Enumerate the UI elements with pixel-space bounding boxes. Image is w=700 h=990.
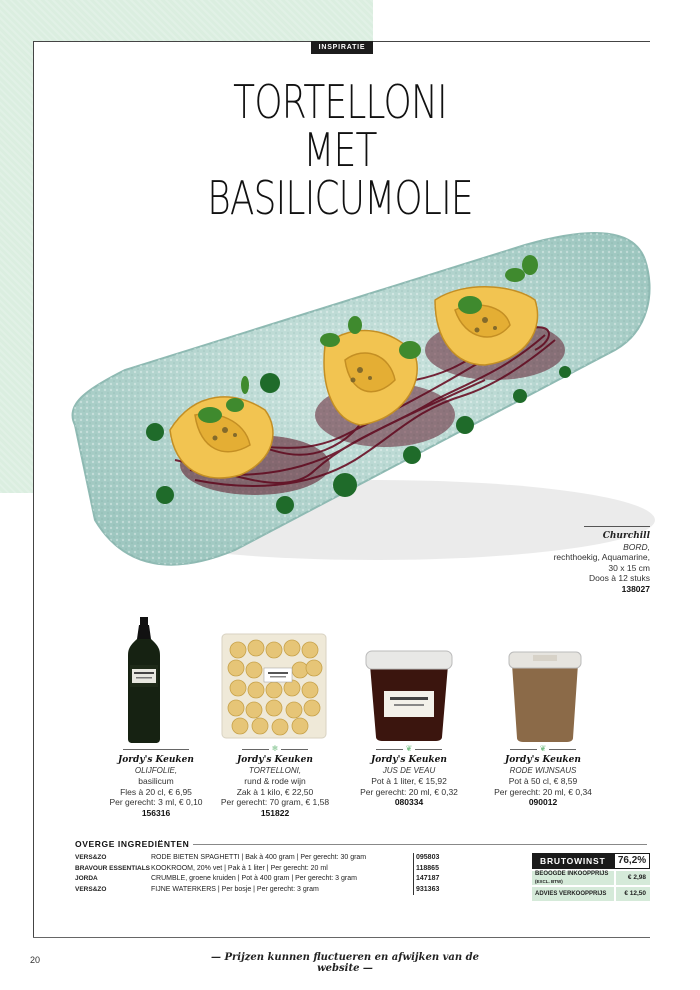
product-code: 151822 <box>260 807 290 818</box>
product-brand: Jordy's Keuken <box>118 755 194 765</box>
tortelloni-bag-image <box>220 632 328 740</box>
supplier: VERS&ZO <box>75 854 107 861</box>
article-code: 095803 <box>413 853 439 864</box>
product-rode-wijnsaus <box>473 745 613 808</box>
ingredients-title: OVERGE INGREDIËNTEN <box>75 839 193 849</box>
supplier: VERS&ZO <box>75 885 107 893</box>
divider <box>376 745 442 753</box>
page-title <box>184 75 496 225</box>
section-divider <box>173 844 647 845</box>
product-code: 080334 <box>394 797 424 807</box>
product-brand: Jordy's Keuken <box>505 755 581 765</box>
description: CRUMBLE, groene kruiden | Pot à 400 gram | Per gerecht: 3 gram <box>151 875 357 882</box>
product-portion: Per gerecht: 20 ml, € 0,32 <box>360 786 458 797</box>
profit-box <box>532 853 650 901</box>
footer-note: — Prijzen kunnen fluctueren en afwijken van de website — <box>211 952 479 974</box>
supplier: JORDA <box>75 875 98 882</box>
sell-price-label: ADVIES VERKOOPPRIJS <box>532 887 614 901</box>
product-brand: Jordy's Keuken <box>237 755 313 765</box>
product-portion: Per gerecht: 20 ml, € 0,34 <box>494 786 592 797</box>
gross-profit-row <box>532 853 650 869</box>
title-line-1: TORTELLONI <box>233 75 447 129</box>
snowflake-icon: ❄ <box>269 745 281 753</box>
product-pack: Pot à 50 cl, € 8,59 <box>508 776 578 786</box>
divider <box>584 526 650 527</box>
plate-pack: Doos à 12 stuks <box>589 573 650 583</box>
product-portion: Per gerecht: 3 ml, € 0,10 <box>109 797 203 807</box>
product-portion: Per gerecht: 70 gram, € 1,58 <box>220 797 330 807</box>
plate-info <box>540 526 650 594</box>
table-row <box>75 874 439 885</box>
leaf-icon: ❦ <box>403 745 415 753</box>
product-pack: Zak à 1 kilo, € 22,50 <box>236 786 314 797</box>
article-code: 931363 <box>413 885 439 896</box>
purchase-price-row <box>532 871 650 885</box>
plate-desc: rechthoekig, Aquamarine, <box>553 552 650 562</box>
description: FIJNE WATERKERS | Per bosje | Per gerecht: 3 gram <box>151 885 319 893</box>
page-number: 20 <box>30 955 41 965</box>
product-pack: Pot à 1 liter, € 15,92 <box>371 776 447 786</box>
olive-oil-bottle-image <box>122 617 166 743</box>
product-variant: rund & rode wijn <box>244 776 306 786</box>
leaf-icon: ❦ <box>537 745 549 753</box>
rode-wijnsaus-pot-image <box>507 650 583 742</box>
table-row <box>75 885 439 896</box>
footer-divider <box>33 937 650 938</box>
gross-profit-label: BRUTOWINST <box>532 853 614 869</box>
gross-profit-value: 76,2% <box>614 853 650 869</box>
purchase-price-value: € 2,98 <box>614 871 650 885</box>
product-variant: basilicum <box>138 776 174 786</box>
product-name: JUS DE VEAU <box>382 765 436 775</box>
purchase-price-note: (EXCL. BTW) <box>535 878 563 884</box>
section-tag: INSPIRATIE <box>311 41 373 54</box>
product-brand: Jordy's Keuken <box>371 755 447 765</box>
plate-size: 30 x 15 cm <box>608 562 650 573</box>
purchase-price-label: BEOOGDE INKOOPPRIJS (EXCL. BTW) <box>532 871 614 885</box>
description: KOOKROOM, 20% vet | Pak à 1 liter | Per gerecht: 20 ml <box>151 864 328 872</box>
product-name: OLIJFOLIE, <box>134 765 178 775</box>
plate-code: 138027 <box>621 583 650 594</box>
table-row <box>75 853 439 864</box>
article-code: 118865 <box>413 864 439 875</box>
divider <box>123 745 189 753</box>
product-jus-de-veau <box>339 745 479 808</box>
divider <box>510 745 576 753</box>
product-code: 156316 <box>141 807 171 818</box>
product-tortelloni <box>205 745 345 818</box>
divider <box>242 745 308 753</box>
ingredients-table <box>75 853 439 895</box>
product-name: TORTELLONI, <box>248 765 302 775</box>
jus-de-veau-pot-image <box>364 647 454 741</box>
product-name: RODE WIJNSAUS <box>509 765 577 775</box>
plate-brand: Churchill <box>602 531 650 541</box>
article-code: 147187 <box>413 874 439 885</box>
sell-price-row <box>532 887 650 901</box>
description: RODE BIETEN SPAGHETTI | Bak à 400 gram | Per gerecht: 30 gram <box>151 854 367 861</box>
sell-price-value: € 12,50 <box>614 887 650 901</box>
plate-type: BORD, <box>623 541 650 552</box>
table-row <box>75 864 439 875</box>
title-line-2: MET BASILICUMOLIE <box>207 123 473 225</box>
supplier: BRAVOUR ESSENTIALS <box>75 864 150 872</box>
product-pack: Fles à 20 cl, € 6,95 <box>120 786 192 797</box>
product-code: 090012 <box>528 797 558 807</box>
